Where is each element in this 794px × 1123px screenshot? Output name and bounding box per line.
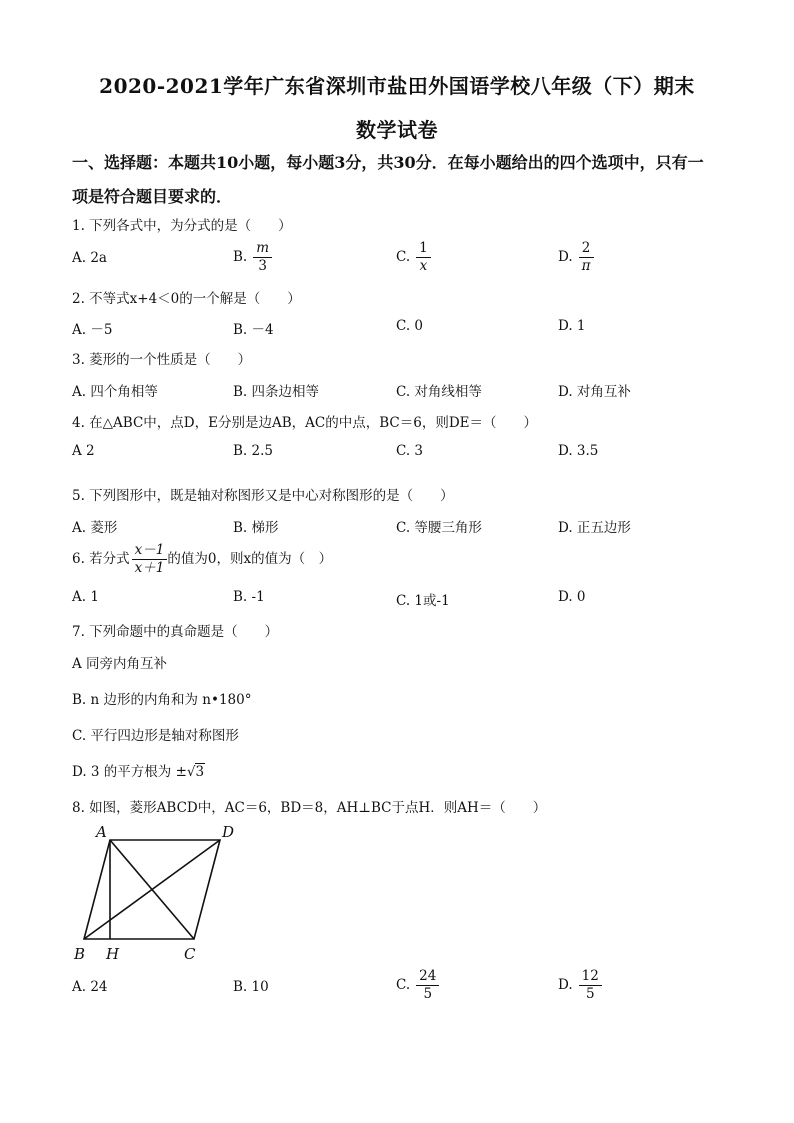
question-4-option-c: C. 3 — [396, 443, 424, 459]
question-1-option-b: B. $\frac{m}{3}$ — [233, 240, 272, 275]
question-4-option-a: A 2 — [72, 443, 95, 459]
question-5-option-a: A. 菱形 — [72, 520, 118, 536]
question-1-option-c: C. $\frac{1}{x}$ — [396, 240, 431, 275]
question-5-option-c: C. 等腰三角形 — [396, 520, 482, 536]
question-4-option-b: B. 2.5 — [233, 443, 273, 459]
question-5-option-d: D. 正五边形 — [558, 520, 631, 536]
question-1-option-a: A. 2a — [72, 250, 107, 266]
question-4-option-d: D. 3.5 — [558, 443, 599, 459]
question-3-stem: 3. 菱形的一个性质是（ ） — [72, 352, 252, 368]
rhombus-figure — [70, 818, 250, 966]
question-3-option-a: A. 四个角相等 — [72, 384, 158, 400]
question-7-option-a: A 同旁内角互补 — [72, 656, 168, 672]
label-b: B — [74, 945, 86, 963]
question-1-option-d: D. $\frac{2}{\pi}$ — [558, 240, 594, 275]
question-7-option-b: B. n 边形的内角和为 n•180° — [72, 692, 252, 708]
question-8-option-d: D. $\frac{12}{5}$ — [558, 968, 602, 1003]
question-2-option-a: A. －5 — [72, 322, 113, 338]
question-3-option-c: C. 对角线相等 — [396, 384, 482, 400]
question-8-stem: 8. 如图，菱形ABCD中，AC＝6，BD＝8，AH⊥BC于点H．则AH＝（ ） — [72, 800, 547, 816]
label-h: H — [106, 945, 120, 963]
question-1-stem: 1. 下列各式中，为分式的是（ ） — [72, 218, 292, 234]
label-a: A — [96, 823, 107, 841]
question-5-option-b: B. 梯形 — [233, 520, 279, 536]
question-6-stem: 6. 若分式 $\frac{x-1}{x+1}$ 的值为0，则x的值为（ ） — [72, 542, 333, 576]
question-2-option-c: C. 0 — [396, 318, 424, 334]
question-2-option-d: D. 1 — [558, 318, 586, 334]
paper-subtitle: 数学试卷 — [356, 118, 438, 142]
label-c: C — [184, 945, 196, 963]
question-6-option-a: A. 1 — [72, 589, 99, 605]
question-7-option-d: D. 3 的平方根为 ±√3 — [72, 764, 205, 780]
question-5-stem: 5. 下列图形中，既是轴对称图形又是中心对称图形的是（ ） — [72, 488, 454, 504]
question-2-option-b: B. －4 — [233, 322, 274, 338]
paper-title: 2020-2021学年广东省深圳市盐田外国语学校八年级（下）期末 — [99, 74, 695, 98]
question-6-option-c: C. 1或-1 — [396, 593, 450, 609]
question-8-option-c: C. $\frac{24}{5}$ — [396, 968, 439, 1003]
diagonal-bd — [84, 840, 220, 939]
question-6-option-b: B. -1 — [233, 589, 265, 605]
question-8-option-a: A. 24 — [72, 979, 108, 995]
question-7-option-c: C. 平行四边形是轴对称图形 — [72, 728, 239, 744]
question-3-option-d: D. 对角互补 — [558, 384, 631, 400]
section-heading-line1: 一、选择题：本题共10小题，每小题3分，共30分．在每小题给出的四个选项中，只有一 — [72, 153, 704, 172]
question-7-stem: 7. 下列命题中的真命题是（ ） — [72, 624, 279, 640]
question-2-stem: 2. 不等式x+4＜0的一个解是（ ） — [72, 291, 301, 307]
question-8-option-b: B. 10 — [233, 979, 269, 995]
question-6-option-d: D. 0 — [558, 589, 586, 605]
question-3-option-b: B. 四条边相等 — [233, 384, 320, 400]
question-4-stem: 4. 在△ABC中，点D，E分别是边AB，AC的中点，BC＝6，则DE＝（ ） — [72, 415, 537, 431]
section-heading-line2: 项是符合题目要求的． — [72, 187, 233, 206]
label-d: D — [222, 823, 235, 841]
